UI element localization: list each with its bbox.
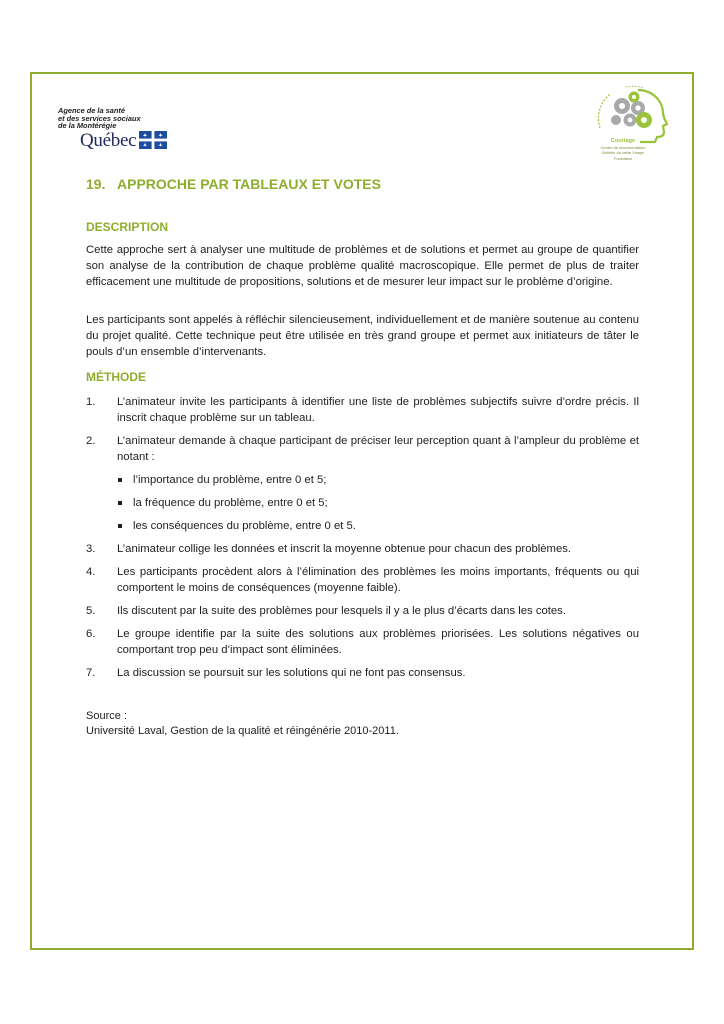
description-paragraph-1: Cette approche sert à analyser une multitude de problèmes et de solutions et permet au groupe de quantifier son analyse de la contribution de chaque problème qualité macroscopique. Elle permet de plus de traiter efficacement une multitude de propositions, solutions et de mesurer leur impact sur le problème d’origine. [86,244,639,288]
bullet-text: la fréquence du problème, entre 0 et 5; [133,497,328,509]
step-number: 7. [86,667,96,679]
step-text: Le groupe identifie par la suite des solutions aux problèmes priorisées. Les solutions négatives ou comportant trop peu d’impact sont éliminées. [117,628,639,656]
section-heading [86,176,381,192]
list-item [86,665,639,681]
agency-line-3: de la Montérégie [58,121,117,131]
source-text: Université Laval, Gestion de la qualité et réingénérie 2010-2011. [86,725,399,737]
list-item [86,541,639,557]
section-title: APPROCHE PAR TABLEAUX ET VOTES [117,176,381,192]
quebec-wordmark: Québec [80,129,137,151]
step-number: 3. [86,543,96,555]
step-text: L’animateur demande à chaque participant de préciser leur perception quant à l’ampleur du problème et notant : [117,435,639,463]
list-item [86,626,639,658]
methode-heading: MÉTHODE [86,370,146,384]
step-text: Les participants procèdent alors à l’élimination des problèmes les moins importants, fréquents ou qui comportent le moins de conséquences (moyenne faible). [117,566,639,594]
criteria-bullets [117,472,639,534]
list-item [86,564,639,596]
step-text: L’animateur invite les participants à identifier une liste de problèmes subjectifs suivre d’ordre précis. Il inscrit chaque problème sur un tableau. [117,396,639,424]
quebec-agency-logo [58,107,188,151]
agency-line-1: Agence de la santé [58,106,125,115]
description-heading: DESCRIPTION [86,220,169,234]
courtage-name: Courtage [610,138,636,144]
step-text: Ils discutent par la suite des problèmes pour lesquels il y a le plus d’écarts dans les cotes. [117,605,566,617]
step-number: 2. [86,435,96,447]
list-item [86,433,639,534]
step-number: 4. [86,566,96,578]
courtage-line3: Formation [613,155,632,161]
source-citation [86,709,399,739]
quebec-flag-icon [139,131,167,149]
list-item [86,603,639,619]
bullet-text: les conséquences du problème, entre 0 et 5. [133,520,356,532]
agency-line-2: et des services sociaux [58,113,141,123]
list-item [117,495,639,511]
courtage-line2: Bulletin du veille Virage [602,150,644,155]
courtage-logo [586,84,672,166]
bullet-square-icon [118,501,122,505]
bullet-text: l’importance du problème, entre 0 et 5; [133,474,327,486]
description-paragraph-2: Les participants sont appelés à réfléchir silencieusement, individuellement et de manière soutenue au contenu du projet qualité. Cette technique peut être utilisée en très grand groupe et permet aux initiateurs de tâter le pouls d’un ensemble d’intervenants. [86,314,639,358]
section-number: 19. [86,176,106,192]
list-item [86,394,639,426]
step-number: 5. [86,605,96,617]
bullet-square-icon [118,478,122,482]
list-item [117,518,639,534]
bullet-square-icon [118,524,122,528]
step-number: 6. [86,628,96,640]
step-text: L’animateur collige les données et inscrit la moyenne obtenue pour chacun des problèmes. [117,543,572,555]
methode-steps-list [86,394,639,688]
courtage-subtitle: Centre de documentation [600,144,646,150]
source-label: Source : [86,710,127,722]
step-text: La discussion se poursuit sur les solutions qui ne font pas consensus. [117,667,466,679]
list-item [117,472,639,488]
step-number: 1. [86,396,96,408]
